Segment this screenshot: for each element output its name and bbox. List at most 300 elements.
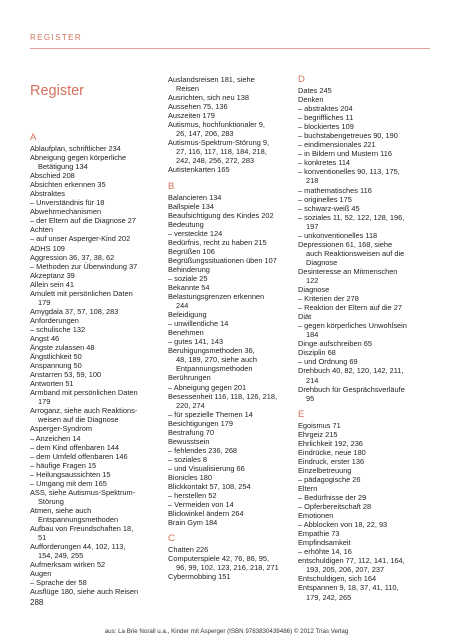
index-entry [30, 316, 158, 325]
index-entry-line: Belastungsgrenzen erkennen [168, 292, 265, 302]
index-entry [298, 520, 433, 529]
index-entry [298, 385, 433, 403]
index-entry-line: 179 [38, 397, 51, 407]
index-entry [298, 231, 433, 240]
index-entry [30, 325, 158, 334]
index-entry-line: Blickkontakt 57, 108, 254 [168, 482, 251, 492]
index-entry-line: Begrüßungssituationen üben 107 [168, 255, 277, 265]
index-entry [168, 229, 293, 238]
index-entry-line: Aufbau von Freundschaften 18, [30, 523, 134, 533]
index-entry-line: Ehrgeiz 215 [298, 429, 338, 439]
index-entry-line: – der Eltern auf die Diagnose 27 [30, 216, 137, 226]
index-entry-line: 218 [306, 176, 319, 186]
index-entry-line: Eindruck, erster 136 [298, 456, 365, 466]
index-entry [168, 247, 293, 256]
index-entry [30, 569, 158, 578]
index-entry-line: – Umgang mit dem 165 [30, 478, 107, 488]
index-entry-line: – unkonventionelles 118 [298, 230, 378, 240]
index-entry-line: Entpannungsmethoden [176, 364, 253, 374]
index-entry-line: – buchstabengetreues 90, 190 [298, 131, 398, 141]
index-entry-line: 244 [176, 301, 189, 311]
index-entry-line: Ehrlichkeit 192, 236 [298, 438, 363, 448]
index-entry-line: – Bedürfnisse der 29 [298, 493, 367, 503]
index-entry-line: Bestrafung 70 [168, 427, 215, 437]
index-entry [298, 213, 433, 231]
index-entry [168, 193, 293, 202]
index-entry [30, 361, 158, 370]
index-entry [30, 470, 158, 479]
index-entry [298, 113, 433, 122]
index-entry-line: – in Bildern und Mustern 116 [298, 149, 392, 159]
index-entry [30, 542, 158, 560]
index-entry-line: Behinderung [168, 264, 210, 274]
index-entry [30, 207, 158, 216]
index-entry-line: Akzeptanz 39 [30, 270, 75, 280]
index-entry [298, 466, 433, 475]
index-entry [168, 455, 293, 464]
index-entry-line: Computerspiele 42, 76, 86, 95, [168, 554, 270, 564]
index-entry-line: – Reaktion der Eltern auf die 27 [298, 303, 402, 313]
index-entry [298, 348, 433, 357]
index-entry-line: Ballspiele 134 [168, 201, 215, 211]
index-entry [168, 509, 293, 518]
index-entry [298, 95, 433, 104]
index-entry [30, 587, 158, 596]
running-head: REGISTER [30, 33, 83, 42]
index-entry-line: Drehbuch für Gesprächsverläufe [298, 384, 405, 394]
index-entry-line: 197 [306, 221, 319, 231]
index-entry-line: Eindrücke, neue 180 [298, 447, 366, 457]
index-entry-line: Aggression 36, 37, 38, 62 [30, 252, 115, 262]
index-entry-line: Bionicles 180 [168, 472, 212, 482]
index-entry [298, 366, 433, 384]
index-entry-line: – häufige Fragen 15 [30, 460, 97, 470]
index-entry-line: 242, 248, 256, 272, 283 [176, 156, 255, 166]
index-entry [298, 86, 433, 95]
index-entry-line: weisen auf die Diagnose [38, 415, 119, 425]
index-entry-line: Brain Gym 184 [168, 518, 218, 528]
index-entry [168, 482, 293, 491]
index-entry-line: Absichten erkennen 35 [30, 180, 106, 190]
index-entry-line: – soziales 8 [168, 454, 208, 464]
page-header [0, 0, 453, 70]
index-entry [168, 274, 293, 283]
index-entry-line: Beruhigungsmethoden 36, [168, 346, 255, 356]
index-entry [298, 430, 433, 439]
index-entry [168, 265, 293, 274]
index-entry-line: Auslandsreisen 181, siehe [168, 75, 255, 84]
index-entry-line: – begriffliches 11 [298, 113, 354, 123]
index-entry-line: Einzelbetreuung [298, 465, 352, 475]
index-entry-line: Armband mit persönlichen Daten [30, 388, 138, 398]
index-entry [168, 464, 293, 473]
index-entry [168, 256, 293, 265]
index-entry [168, 545, 293, 554]
index-entry-line: Empfindsamkeit [298, 538, 351, 548]
index-entry-line: – für spezielle Themen 14 [168, 409, 253, 419]
index-entry-line: ASS, siehe Autismus-Spektrum- [30, 487, 136, 497]
index-entry [298, 131, 433, 140]
index-entry-line: 51 [38, 533, 47, 543]
index-entry [298, 167, 433, 185]
index-entry [30, 144, 158, 153]
index-entry-line: 27, 116, 117, 118, 184, 218, [176, 147, 267, 157]
index-entry-line: – und Ordnung 69 [298, 357, 358, 367]
index-section-letter: C [168, 533, 175, 545]
index-entry-line: Cybermobbing 151 [168, 572, 231, 582]
index-entry [168, 373, 293, 382]
index-entry-line: 220, 274 [176, 400, 205, 410]
index-entry-line: Entspannen 9, 18, 37, 41, 110, [298, 583, 399, 593]
index-entry-line: ADHS 109 [30, 243, 65, 253]
index-entry-line: – mathematisches 116 [298, 185, 372, 195]
index-entry-line: Diät [298, 312, 312, 322]
index-entry [298, 511, 433, 520]
index-entry-line: 184 [306, 330, 319, 340]
index-entry [168, 392, 293, 410]
index-entry [298, 122, 433, 131]
index-entry [30, 289, 158, 307]
index-entry [168, 93, 293, 102]
index-entry-line: auch Reaktionsweisen auf die [306, 248, 405, 258]
index-entry-line: Aufmerksam wirken 52 [30, 560, 106, 570]
index-entry [168, 572, 293, 581]
index-entry-line: – erhöhte 14, 16 [298, 547, 352, 557]
index-entry-line: Diagnose [306, 257, 338, 267]
index-entry-line: Entspannungsmethoden [38, 514, 119, 524]
index-entry-line: 179, 242, 265 [306, 592, 352, 602]
index-entry [168, 446, 293, 455]
index-entry [298, 484, 433, 493]
index-entry-line: Ängstlichkeit 50 [30, 352, 82, 362]
index-entry-line: Beaufsichtigung des Kindes 202 [168, 210, 274, 220]
index-entry [298, 186, 433, 195]
index-entry [30, 307, 158, 316]
index-entry-line: 193, 205, 206, 207, 237 [306, 565, 385, 575]
index-entry-line: Aussehen 75, 136 [168, 102, 228, 112]
index-entry-line: Auszeiten 179 [168, 111, 215, 121]
index-entry-line: – Methoden zur Überwindung 37 [30, 261, 138, 271]
index-entry-line: – soziales 11, 52, 122, 128, 196, [298, 212, 405, 222]
index-entry [168, 410, 293, 419]
index-entry [168, 328, 293, 337]
index-entry-line: 179 [38, 297, 51, 307]
index-entry [30, 424, 158, 433]
index-entry-line: Disziplin 68 [298, 348, 336, 358]
index-entry [168, 283, 293, 292]
index-column-2 [168, 75, 293, 581]
index-entry [298, 538, 433, 547]
index-entry-line: – Vermeiden von 14 [168, 500, 234, 510]
index-entry-line: – Kriterien der 278 [298, 294, 359, 304]
index-entry [30, 388, 158, 406]
index-entry-line: Benehmen [168, 328, 204, 338]
index-entry-line: Atmen, siehe auch [30, 505, 92, 515]
index-entry-line: – originelles 175 [298, 194, 352, 204]
index-entry [30, 524, 158, 542]
index-entry [30, 578, 158, 587]
index-entry-line: Entschuldigen, sich 164 [298, 574, 377, 584]
index-entry [30, 180, 158, 189]
index-entry [168, 211, 293, 220]
index-entry [168, 165, 293, 174]
index-entry-line: Betätigung 134 [38, 162, 88, 172]
index-entry-line: Autistenkarten 165 [168, 165, 230, 175]
index-entry-line: – soziale 25 [168, 273, 208, 283]
index-entry [30, 334, 158, 343]
index-entry [168, 292, 293, 310]
index-entry [168, 238, 293, 247]
index-entry-line: Desinteresse an Mitmenschen [298, 266, 398, 276]
index-entry-line: Amygdala 37, 57, 108, 283 [30, 306, 119, 316]
index-entry [30, 406, 158, 424]
index-entry-line: – Opferbereitschaft 28 [298, 502, 372, 512]
index-entry [168, 120, 293, 138]
index-entry [30, 198, 158, 207]
index-entry-line: – auf unser Asperger-Kind 202 [30, 234, 131, 244]
index-entry-line: Amulett mit persönlichen Daten [30, 288, 133, 298]
index-entry-line: – schulische 132 [30, 324, 86, 334]
index-entry-line: Arroganz, siehe auch Reaktions- [30, 406, 138, 416]
index-entry [168, 310, 293, 319]
index-entry-line: 214 [306, 375, 319, 385]
index-column-1 [30, 75, 158, 596]
index-entry-line: Blickwinkel ändern 264 [168, 509, 244, 519]
index-entry [298, 195, 433, 204]
index-entry-line: Asperger-Syndrom [30, 424, 93, 434]
index-entry-line: Emotionen [298, 511, 334, 521]
index-entry [298, 457, 433, 466]
index-entry [168, 75, 293, 93]
index-entry [168, 220, 293, 229]
index-entry-line: Allein sein 41 [30, 279, 74, 289]
index-entry-line: Dinge aufschreiben 65 [298, 339, 372, 349]
index-entry-line: – Abneigung gegen 201 [168, 382, 247, 392]
index-entry [30, 452, 158, 461]
index-entry [30, 488, 158, 506]
index-entry [298, 421, 433, 430]
index-entry-line: – fehlendes 236, 268 [168, 445, 238, 455]
index-section-letter: E [298, 408, 305, 420]
index-entry [30, 253, 158, 262]
index-entry-line: Ausrichten, sich neu 138 [168, 93, 249, 103]
index-entry-line: – Abblocken von 18, 22, 93 [298, 520, 388, 530]
index-entry-line: Ablaufplan, schriftlicher 234 [30, 144, 121, 153]
index-entry [168, 383, 293, 392]
index-entry [30, 443, 158, 452]
index-entry-line: Drehbuch 40, 82, 120, 142, 211, [298, 366, 404, 376]
index-entry-line: – blockiertes 109 [298, 122, 354, 132]
index-entry [298, 448, 433, 457]
index-entry [168, 346, 293, 373]
index-entry [30, 189, 158, 198]
index-entry [30, 153, 158, 171]
index-entry [298, 493, 433, 502]
index-entry-line: – schwarz-weiß 45 [298, 203, 360, 213]
index-entry-line: Depressionen 61, 168, siehe [298, 239, 393, 249]
index-entry-line: Besichtigungen 179 [168, 418, 233, 428]
index-entry-line: Chatten 226 [168, 545, 209, 555]
index-entry [298, 312, 433, 321]
index-entry-line: 26, 147, 206, 283 [176, 129, 234, 139]
index-entry [30, 216, 158, 225]
index-entry [298, 357, 433, 366]
index-entry-line: – konkretes 114 [298, 158, 351, 168]
index-entry [298, 285, 433, 294]
index-entry-line: – dem Kind offenbaren 144 [30, 442, 120, 452]
index-entry [298, 583, 433, 601]
index-entry-line: Bedürfnis, recht zu haben 215 [168, 237, 267, 247]
index-entry [30, 280, 158, 289]
index-entry [298, 204, 433, 213]
index-entry-line: Augen [30, 569, 52, 579]
index-entry-line: Anstarren 53, 59, 100 [30, 370, 102, 380]
index-entry [30, 234, 158, 243]
source-footer: aus: La Brie Norall u.a., Kinder mit Asperger (ISBN 9783830439486) © 2012 Trias Verlag [104, 628, 349, 635]
index-entry-line: entschuldigen 77, 112, 141, 164, [298, 556, 405, 566]
index-entry-line: Empathie 73 [298, 529, 340, 539]
index-entry [30, 171, 158, 180]
index-entry-line: – eindimensionales 221 [298, 140, 376, 150]
index-entry-line: – gutes 141, 143 [168, 337, 224, 347]
index-entry [298, 294, 433, 303]
index-entry [168, 102, 293, 111]
index-entry-line: Balancieren 134 [168, 192, 222, 202]
index-entry-line: 95 [306, 393, 315, 403]
index-entry-line: Eltern [298, 483, 318, 493]
index-entry-line: Achten [30, 225, 54, 235]
index-entry [298, 149, 433, 158]
index-entry-line: – Sprache der 58 [30, 578, 87, 588]
index-entry-line: – Unverständnis für 18 [30, 198, 105, 208]
index-entry-line: Bewusstsein [168, 436, 210, 446]
index-entry [298, 303, 433, 312]
index-entry [30, 479, 158, 488]
index-entry-line: Beleidigung [168, 310, 207, 320]
index-entry [168, 500, 293, 509]
index-entry [30, 244, 158, 253]
index-entry-line: – herstellen 52 [168, 491, 217, 501]
index-entry [168, 202, 293, 211]
index-entry [298, 321, 433, 339]
index-entry-line: Anforderungen [30, 315, 79, 325]
index-entry [168, 491, 293, 500]
index-entry-line: 154, 249, 255 [38, 551, 84, 561]
index-entry [168, 554, 293, 572]
index-entry [168, 111, 293, 120]
index-entry [298, 574, 433, 583]
header-divider [30, 48, 430, 49]
page-number: 288 [30, 598, 44, 607]
register-title: Register [30, 83, 84, 99]
index-entry [298, 140, 433, 149]
index-entry-line: Abwehrmechanismen [30, 207, 102, 217]
index-entry-line: – unwillentliche 14 [168, 319, 229, 329]
index-entry-line: 96, 99, 102, 123, 216, 218, 271 [176, 563, 279, 573]
index-entry [168, 428, 293, 437]
index-entry-line: – konventionelles 90, 113, 175, [298, 167, 400, 177]
index-entry-line: – und Visualisierung 66 [168, 463, 245, 473]
index-entry [30, 461, 158, 470]
index-entry [30, 262, 158, 271]
index-entry [30, 271, 158, 280]
index-entry-line: Abschied 208 [30, 171, 75, 181]
index-entry [30, 352, 158, 361]
index-column-3 [298, 75, 433, 602]
index-entry [168, 473, 293, 482]
index-section-letter: B [168, 180, 175, 192]
index-entry [30, 370, 158, 379]
index-entry-line: 122 [306, 275, 319, 285]
index-entry [298, 240, 433, 267]
index-entry [30, 379, 158, 388]
index-entry [30, 560, 158, 569]
index-entry-line: – Anzeichen 14 [30, 433, 81, 443]
index-entry-line: 48, 189, 270, siehe auch [176, 355, 257, 365]
index-entry-line: Abneigung gegen körperliche [30, 153, 127, 163]
index-entry-line: Egoismus 71 [298, 420, 341, 430]
index-entry [168, 319, 293, 328]
index-entry-line: Antworten 51 [30, 379, 74, 389]
index-section-letter: D [298, 74, 305, 85]
index-entry [298, 556, 433, 574]
index-section-letter: A [30, 132, 37, 143]
index-entry-line: Anspannung 50 [30, 361, 82, 371]
index-entry [298, 158, 433, 167]
index-entry [298, 339, 433, 348]
index-entry [168, 518, 293, 527]
index-entry [30, 225, 158, 234]
index-entry-line: Angst 46 [30, 333, 60, 343]
index-entry-line: – gegen körperliches Unwohlsein [298, 321, 407, 331]
index-entry [30, 434, 158, 443]
index-entry [298, 475, 433, 484]
index-entry-line: Störung [38, 496, 64, 506]
index-entry-line: – versteckte 124 [168, 228, 223, 238]
index-entry-line: Diagnose [298, 285, 330, 295]
index-entry-line: Reisen [176, 84, 200, 94]
index-entry-line: Ausflüge 180, siehe auch Reisen [30, 587, 139, 597]
index-entry-line: Begrüßen 106 [168, 246, 215, 256]
index-entry-line: Autismus, hochfunktionaler 9, [168, 120, 265, 130]
index-entry [298, 267, 433, 285]
index-entry [298, 547, 433, 556]
index-entry-line: Autismus-Spektrum-Störung 9, [168, 138, 270, 148]
index-entry-line: Bekannte 54 [168, 282, 210, 292]
index-entry-line: – dem Umfeld offenbaren 146 [30, 451, 128, 461]
index-entry-line: Bedeutung [168, 219, 204, 229]
index-entry [168, 437, 293, 446]
index-entry-line: Berührungen [168, 373, 211, 383]
index-entry-line: Aufforderungen 44, 102, 113, [30, 542, 126, 552]
index-entry [30, 343, 158, 352]
index-entry [298, 502, 433, 511]
index-entry [298, 104, 433, 113]
index-entry [30, 506, 158, 524]
index-entry [168, 337, 293, 346]
index-entry-line: Besessenheit 116, 118, 126, 218, [168, 391, 278, 401]
index-entry-line: Denken [298, 95, 324, 105]
index-entry [168, 138, 293, 165]
index-entry [168, 419, 293, 428]
index-entry [298, 439, 433, 448]
index-entry [298, 529, 433, 538]
index-entry-line: Ängste zulassen 48 [30, 343, 95, 353]
index-entry-line: Dates 245 [298, 86, 332, 95]
index-entry-line: – abstraktes 204 [298, 104, 353, 114]
index-entry-line: Abstraktes [30, 189, 65, 199]
index-entry-line: – pädagogische 26 [298, 474, 361, 484]
